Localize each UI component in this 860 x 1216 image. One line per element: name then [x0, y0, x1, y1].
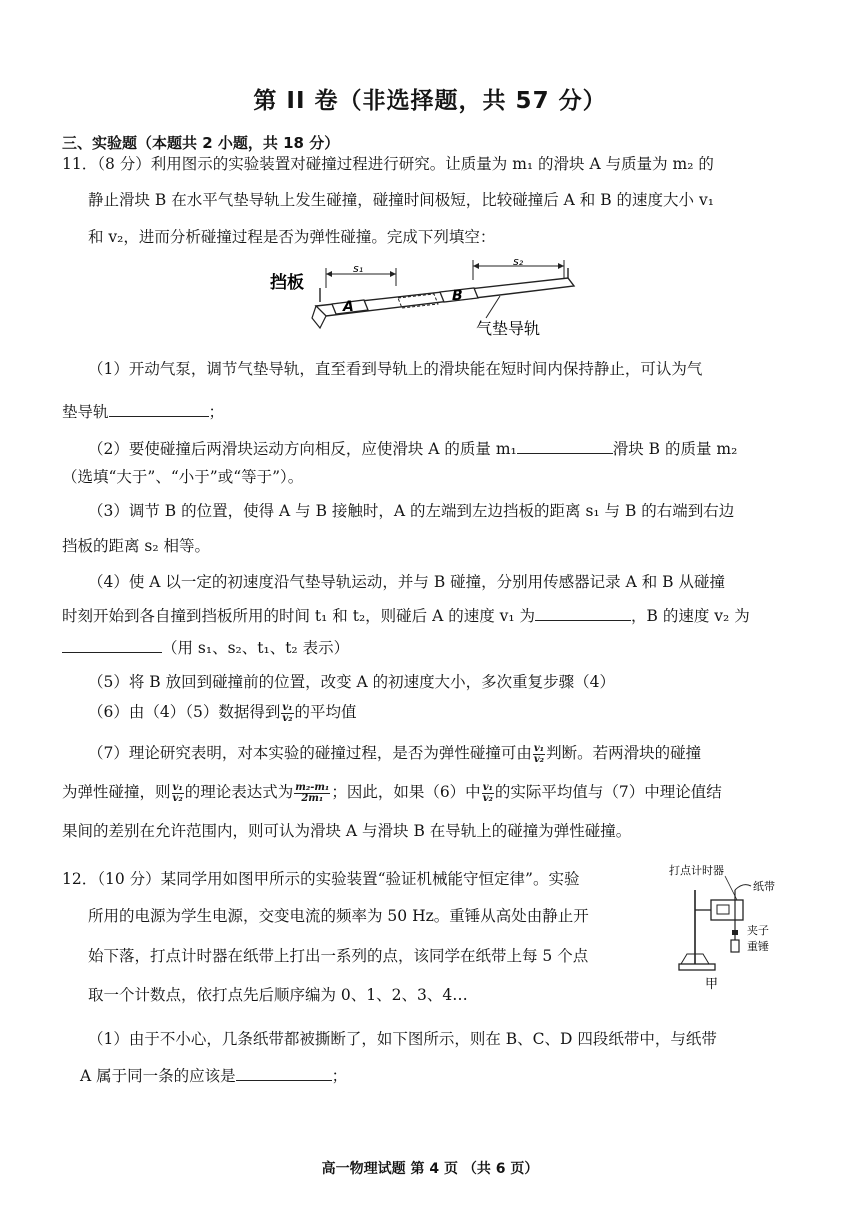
apparatus-figure — [655, 860, 795, 990]
q11-step-2a: （2）要使碰撞后两滑块运动方向相反，应使滑块 A 的质量 m₁ 滑块 B 的质量 m₂ — [88, 437, 737, 460]
q11-step-7c: 果间的差别在允许范围内，则可认为滑块 A 与滑块 B 在导轨上的碰撞为弹性碰撞。 — [62, 822, 632, 840]
s2-label: s₂ — [513, 258, 524, 268]
slider-a-label: A — [343, 299, 354, 315]
frac-v1-v2: $\frac{\text{v₁}}{\text{v₂}}$ — [282, 701, 293, 724]
q11-step-4c: （用 s₁、s₂、t₁、t₂ 表示） — [62, 636, 349, 659]
answer-blank-1 — [109, 400, 209, 417]
q12-line-1: 12．（10 分）某同学用如图甲所示的实验装置“验证机械能守恒定律”。实验 — [62, 870, 580, 888]
q12-line-3: 始下落，打点计时器在纸带上打出一系列的点，该同学在纸带上每 5 个点 — [88, 947, 589, 965]
q11-step-4b: 时刻开始到各自撞到挡板所用的时间 t₁ 和 t₂，则碰后 A 的速度 v₁ 为 ，B 的速度 v₂ 为 — [62, 604, 750, 627]
clip-label: 夹子 — [747, 924, 769, 937]
q11-line-3: 和 v₂，进而分析碰撞过程是否为弹性碰撞。完成下列填空： — [88, 228, 496, 246]
air-track-figure — [268, 258, 588, 348]
weight-label: 重锤 — [747, 940, 769, 953]
q12-line-2: 所用的电源为学生电源，交变电流的频率为 50 Hz。重锤从高处由静止开 — [88, 907, 589, 925]
s1-label: s₁ — [353, 262, 364, 275]
q11-step-1b: 垫导轨 ； — [62, 400, 224, 423]
section-heading: 三、实验题（本题共 2 小题，共 18 分） — [62, 134, 340, 152]
answer-blank-4 — [62, 636, 162, 653]
q11-step-5: （5）将 B 放回到碰撞前的位置，改变 A 的初速度大小，多次重复步骤（4） — [88, 673, 616, 691]
q11-step-6: （6）由（4）（5）数据得到 $\frac{\text{v₁}}{\text{v₂}}$ 的平均值 — [88, 701, 357, 724]
slider-b-label: B — [452, 288, 463, 304]
tape-label: 纸带 — [753, 880, 775, 893]
baffle-label: 挡板 — [270, 273, 304, 293]
q12-step-1a: （1）由于不小心，几条纸带都被撕断了，如下图所示，则在 B、C、D 四段纸带中，与纸带 — [88, 1030, 717, 1048]
q11-step-4a: （4）使 A 以一定的初速度沿气垫导轨运动，并与 B 碰撞，分别用传感器记录 A 和 B 从碰撞 — [88, 573, 725, 591]
answer-blank-5 — [236, 1064, 332, 1081]
track-label: 气垫导轨 — [476, 319, 541, 338]
q11-line-2: 静止滑块 B 在水平气垫导轨上发生碰撞，碰撞时间极短，比较碰撞后 A 和 B 的速度大小 v₁ — [88, 191, 714, 209]
q12-line-4: 取一个计数点，依打点先后顺序编为 0、1、2、3、4… — [88, 986, 468, 1004]
figure-caption: 甲 — [705, 977, 719, 990]
q11-line-1: 11．（8 分）利用图示的实验装置对碰撞过程进行研究。让质量为 m₁ 的滑块 A 与质量为 m₂ 的 — [62, 155, 714, 173]
part-title: 第 II 卷（非选择题，共 57 分） — [253, 88, 607, 114]
q11-step-2c: （选填“大于”、“小于”或“等于”）。 — [62, 468, 304, 486]
q12-step-1b: A 属于同一条的应该是 ； — [80, 1064, 347, 1087]
q11-step-7a: （7）理论研究表明，对本实验的碰撞过程，是否为弹性碰撞可由 $\frac{\text{v₁}}{\text{v₂}}$ 判断。若两滑块的碰撞 — [88, 742, 702, 765]
q11-step-1a: （1）开动气泵，调节气垫导轨，直至看到导轨上的滑块能在短时间内保持静止，可认为气 — [88, 360, 703, 378]
answer-blank-3 — [535, 604, 631, 621]
q11-step-3a: （3）调节 B 的位置，使得 A 与 B 接触时，A 的左端到左边挡板的距离 s₁ 与 B 的右端到右边 — [88, 502, 735, 520]
page-footer: 高一物理试题 第 4 页 （共 6 页） — [321, 1161, 539, 1177]
q11-step-3b: 挡板的距离 s₂ 相等。 — [62, 537, 211, 555]
timer-label: 打点计时器 — [669, 864, 724, 877]
q11-step-7b: 为弹性碰撞，则 $\frac{\text{v₁}}{\text{v₂}}$ 的理论表达式为 $\frac{\text{m₂-m₁}}{\text{2m₁}}$ ；因此，如果（6）中 $\frac{\text{v₁}}{\text{v₂}}$ 的实际平均值与（7）中理论值结 — [62, 781, 722, 804]
frac-mass-expr: $\frac{\text{m₂-m₁}}{\text{2m₁}}$ — [295, 781, 330, 804]
answer-blank-2 — [517, 437, 613, 454]
